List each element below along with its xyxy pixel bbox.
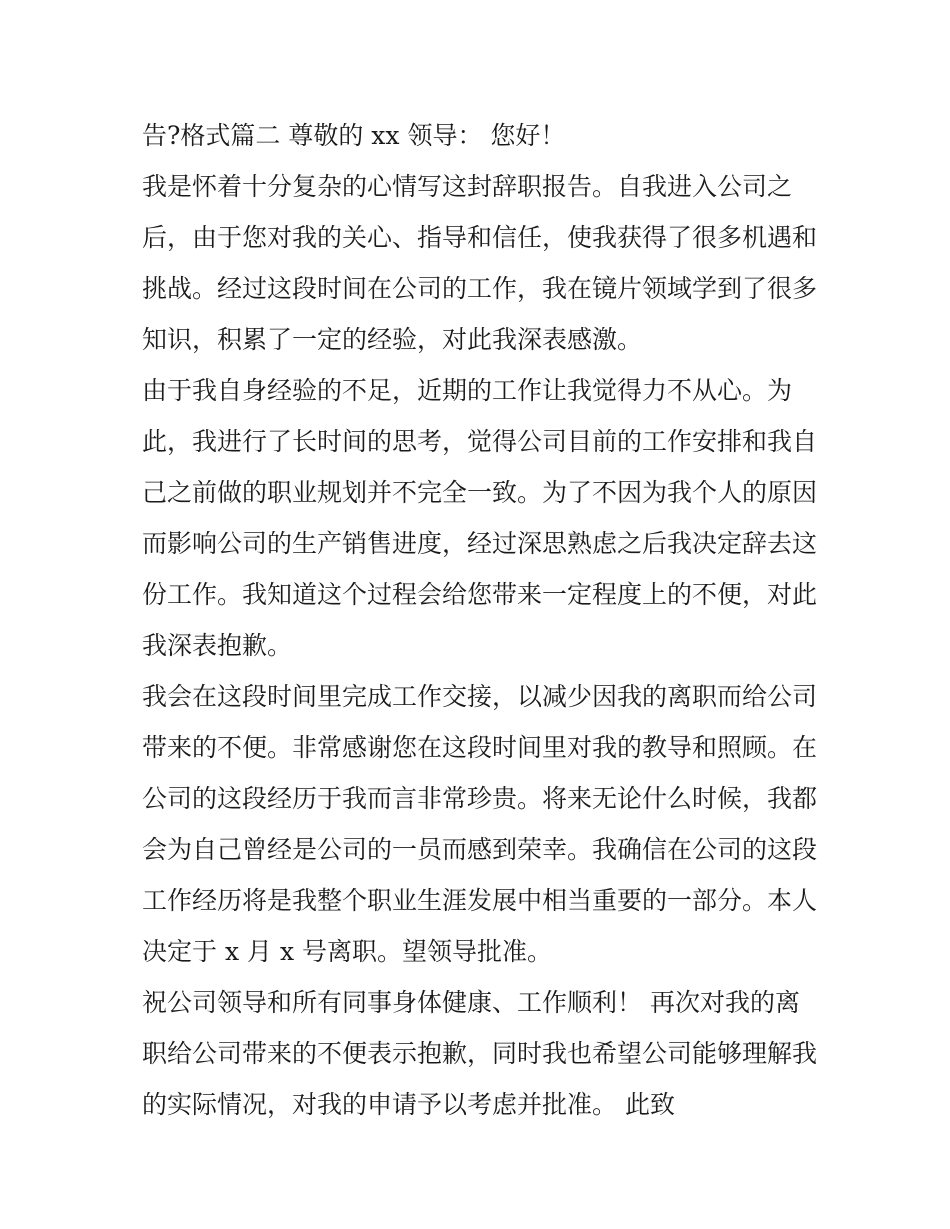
- closing-line: 的实际情况，对我的申请予以考虑并批准。 此致: [142, 1090, 675, 1119]
- text-line: 职给公司带来的不便表示抱歉，同时我也希望公司能够理解我: [142, 1039, 818, 1068]
- text-line: 而影响公司的生产销售进度，经过深思熟虑之后我决定辞去这: [142, 529, 818, 558]
- text-line: 己之前做的职业规划并不完全一致。为了不因为我个人的原因: [142, 478, 818, 507]
- text-line: 挑战。经过这段时间在公司的工作，我在镜片领域学到了很多: [142, 274, 818, 303]
- text-line: 工作经历将是我整个职业生涯发展中相当重要的一部分。本人: [142, 886, 818, 915]
- text-line: 公司的这段经历于我而言非常珍贵。将来无论什么时候，我都: [142, 784, 818, 813]
- text-line: 我深表抱歉。: [142, 631, 293, 660]
- text-line: 我会在这段时间里完成工作交接，以减少因我的离职而给公司: [142, 682, 818, 711]
- letter-body: [142, 110, 822, 1130]
- text-line: 由于我自身经验的不足，近期的工作让我觉得力不从心。为: [142, 376, 793, 405]
- text-line: 决定于 x 月 x 号离职。望领导批准。: [142, 937, 552, 966]
- text-line: 份工作。我知道这个过程会给您带来一定程度上的不便，对此: [142, 580, 818, 609]
- text-line: 祝公司领导和所有同事身体健康、工作顺利！ 再次对我的离: [142, 988, 800, 1017]
- text-line: 会为自己曾经是公司的一员而感到荣幸。我确信在公司的这段: [142, 835, 818, 864]
- text-line: 我是怀着十分复杂的心情写这封辞职报告。自我进入公司之: [142, 172, 793, 201]
- text-line: 此，我进行了长时间的思考，觉得公司目前的工作安排和我自: [142, 427, 818, 456]
- text-line: 知识，积累了一定的经验，对此我深表感激。: [142, 325, 643, 354]
- greeting-line: 告?格式篇二 尊敬的 xx 领导： 您好！: [142, 121, 566, 150]
- text-line: 带来的不便。非常感谢您在这段时间里对我的教导和照顾。在: [142, 733, 818, 762]
- text-line: 后，由于您对我的关心、指导和信任，使我获得了很多机遇和: [142, 223, 818, 252]
